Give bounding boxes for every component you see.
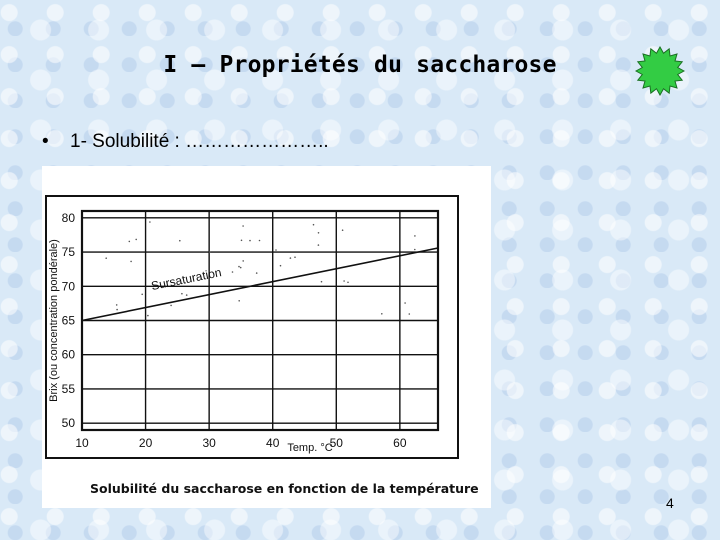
green-star-icon[interactable] (635, 46, 685, 96)
x-tick-label: 40 (266, 436, 280, 450)
bullet-text: 1- Solubilité : ………………….. (70, 131, 329, 152)
y-tick-label: 70 (61, 279, 75, 294)
x-tick-label: 10 (75, 436, 89, 450)
x-axis-label: Temp. °C (287, 442, 333, 454)
solubility-chart-figure (42, 166, 491, 508)
y-axis-label: Brix (ou concentration pondérale) (48, 239, 60, 402)
y-tick-label: 65 (61, 313, 75, 328)
x-tick-label: 60 (393, 436, 407, 450)
slide-title: I – Propriétés du saccharose (163, 52, 557, 78)
green-star-shape (636, 47, 684, 95)
solubility-chart (42, 166, 491, 508)
bullet-item (42, 131, 329, 153)
x-tick-label: 50 (329, 436, 343, 450)
x-tick-label: 20 (138, 436, 153, 450)
chart-caption: Solubilité du saccharose en fonction de la température (90, 481, 479, 496)
scan-speckles (105, 221, 415, 316)
y-tick-label: 80 (61, 210, 75, 225)
page-number: 4 (666, 495, 674, 511)
y-tick-label: 55 (61, 381, 75, 396)
y-tick-label: 60 (61, 347, 75, 362)
y-tick-label: 75 (61, 245, 75, 260)
x-tick-label: 30 (202, 436, 216, 450)
solubility-line (82, 248, 438, 321)
sursaturation-annotation: Sursaturation (149, 265, 223, 294)
chart-frame (46, 196, 458, 458)
bullet-marker: • (42, 131, 49, 152)
y-tick-label: 50 (61, 416, 75, 431)
